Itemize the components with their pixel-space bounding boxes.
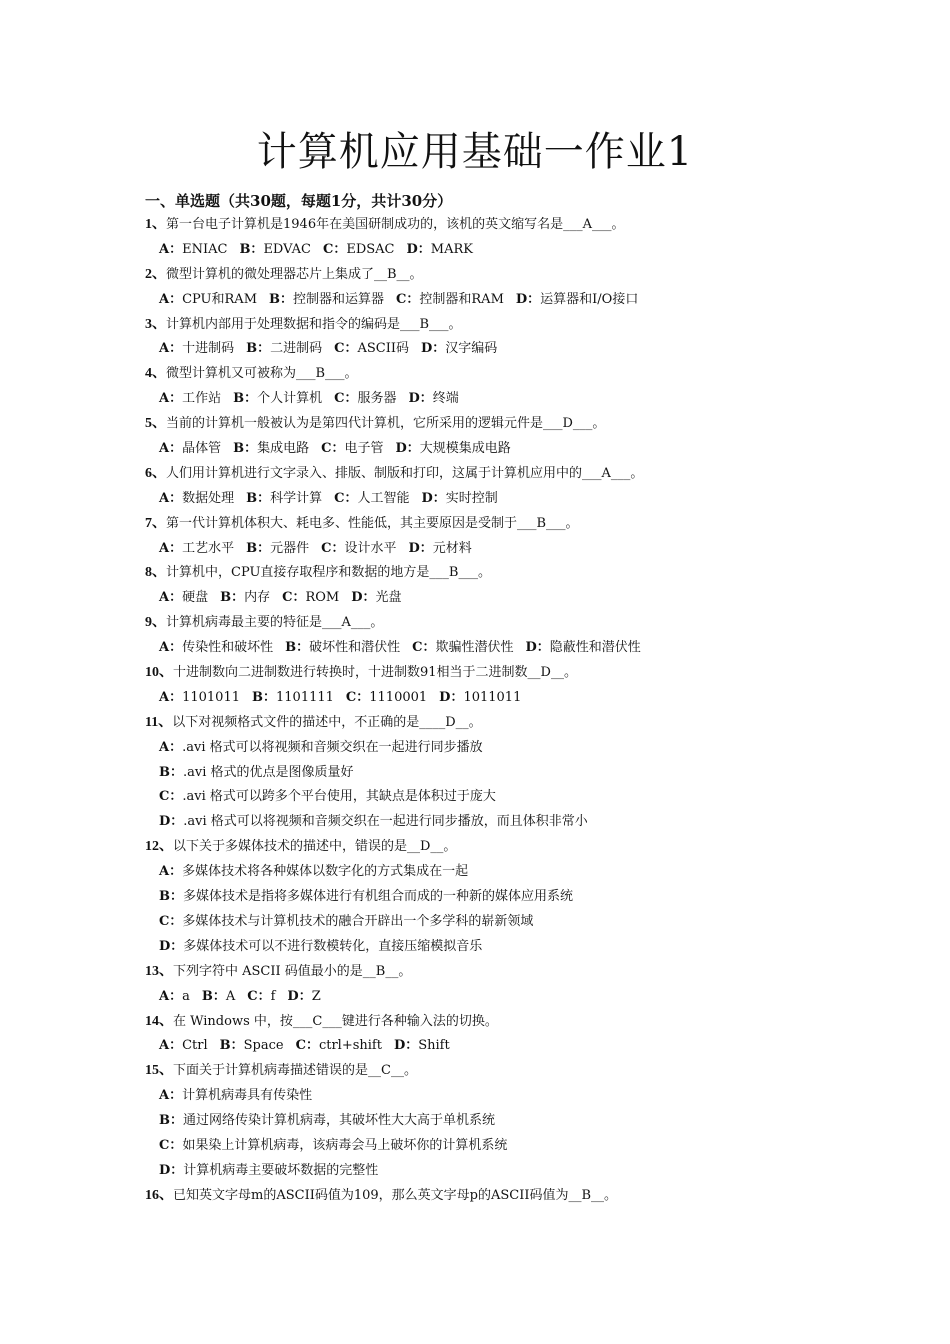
option-text: 多媒体技术可以不进行数模转化，直接压缩模拟音乐 [183,938,483,954]
option-text: .avi 格式可以将视频和音频交织在一起进行同步播放 [182,739,483,755]
option-label: D： [351,590,376,606]
option-text: 隐蔽性和潜伏性 [549,640,641,656]
question-text: 第一台电子计算机是1946年在美国研制成功的，该机的英文缩写名是___A___。 [166,217,625,232]
question-text: 下列字符中 ASCII 码值最小的是__B__。 [173,963,412,979]
option-text: 内存 [244,590,271,606]
option-label: B： [233,391,258,407]
option-text: 十进制码 [182,341,235,357]
question-text: 计算机中，CPU直接存取程序和数据的地方是___B___。 [166,565,491,581]
question-number: 16、 [145,1187,173,1203]
options-line [145,387,845,412]
option-line [145,810,845,835]
option [159,541,234,556]
question-number: 10、 [145,665,173,681]
option-label: D： [159,938,184,954]
option-label: A： [159,1088,183,1104]
option [334,391,396,406]
option-label: C： [345,689,370,705]
option-text: 实时控制 [445,490,498,506]
question-number: 5、 [145,416,166,432]
option-label: A： [159,341,183,357]
option-label: D： [287,988,312,1004]
option-text: CPU和RAM [182,291,258,307]
option-text: 科学计算 [270,490,323,506]
question-line [145,313,845,338]
option-label: A： [159,490,183,506]
option-label: B： [252,689,276,705]
question-text: 十进制数向二进制数进行转换时，十进制数91相当于二进制数__D__。 [173,665,577,681]
option-text: A [225,988,236,1004]
option-line [145,1134,845,1159]
question-text: 计算机病毒最主要的特征是___A___。 [166,615,384,631]
option-text: 1101111 [276,689,334,705]
question-line [145,362,845,387]
option-label: C： [159,789,183,805]
option-text: EDVAC [263,241,311,257]
question-line [145,412,845,437]
question-text: 微型计算机的微处理器芯片上集成了__B__。 [166,266,423,282]
question-line [145,263,845,288]
option-text: 光盘 [375,590,402,606]
option-text: 硬盘 [182,590,209,606]
option-line [145,1159,845,1184]
option-text: ASCII码 [357,341,409,357]
question-line [145,711,845,736]
option-label: D： [159,1162,184,1178]
option-label: A： [159,540,183,556]
question-text: 人们用计算机进行文字录入、排版、制版和打印，这属于计算机应用中的___A___。 [166,465,644,481]
option-label: C： [295,1038,319,1054]
option-label: B： [269,291,294,307]
option [159,292,257,307]
option [396,292,504,307]
option-line [145,761,845,786]
question-number: 14、 [145,1013,173,1029]
option [321,441,383,456]
option [439,690,521,705]
question-number: 2、 [145,266,166,282]
option [246,341,322,356]
option-text: 多媒体技术与计算机技术的融合开辟出一个多学科的崭新领域 [182,913,534,929]
option-text: 1110001 [369,689,428,705]
option [406,242,472,257]
option-label: C： [322,241,347,257]
option-label: D： [408,540,433,556]
option-label: D： [421,341,446,357]
option-text: ENIAC [182,241,228,257]
option-text: EDSAC [346,241,395,257]
question-number: 13、 [145,963,173,979]
option-label: D： [406,241,431,257]
option [421,341,497,356]
option-label: A： [159,988,183,1004]
option [159,640,273,655]
option-text: 二进制码 [270,341,323,357]
option-label: D： [525,640,550,656]
option-text: .avi 格式可以跨多个平台使用，其缺点是体积过于庞大 [182,789,496,805]
option-text: 欺骗性潜伏性 [435,640,514,656]
option [321,541,396,556]
option-text: Ctrl [182,1038,208,1054]
option-text: f [270,988,276,1004]
option-label: B： [201,988,226,1004]
option-line [145,785,845,810]
question-text: 当前的计算机一般被认为是第四代计算机，它所采用的逻辑元件是___D___。 [166,416,606,432]
option [287,989,320,1004]
option-label: D： [439,689,464,705]
option-text: Z [311,988,321,1004]
option-text: 电子管 [344,441,384,457]
option-label: C： [282,590,306,606]
option-text: 如果染上计算机病毒，该病毒会马上破坏你的计算机系统 [182,1137,508,1153]
options-line [145,337,845,362]
option-text: 计算机病毒主要破坏数据的完整性 [183,1162,379,1178]
option-label: B： [246,540,271,556]
question-number: 12、 [145,839,173,855]
option [412,640,513,655]
question-line [145,611,845,636]
options-line [145,537,845,562]
option-text: 传染性和破坏性 [182,640,274,656]
option [159,341,234,356]
options-line [145,288,845,313]
option-label: A： [159,739,183,755]
option-text: 多媒体技术是指将多媒体进行有机组合而成的一种新的媒体应用系统 [183,889,574,905]
question-number: 6、 [145,465,166,481]
option [233,391,322,406]
question-line [145,1059,845,1084]
option-label: D： [393,1038,419,1054]
option [220,590,270,605]
option-text: ctrl+shift [318,1038,382,1054]
question-line [145,1184,845,1209]
option [351,590,401,605]
option-text: 人工智能 [357,490,410,506]
options-line [145,487,845,512]
document-title: 计算机应用基础一作业1 [256,129,694,175]
question-line [145,661,845,686]
option [220,1038,284,1053]
option [159,242,227,257]
options-line [145,636,845,661]
options-line [145,238,845,263]
option-text: 集成电路 [257,441,310,457]
option-label: C： [159,913,183,929]
option-line [145,935,845,960]
option-label: B： [159,764,183,780]
question-line [145,561,845,586]
question-text: 微型计算机又可被称为___B___。 [166,366,358,382]
option-label: C： [334,391,358,407]
question-text: 第一代计算机体积大、耗电多、性能低，其主要原因是受制于___B___。 [166,515,579,531]
question-number: 7、 [145,515,166,531]
option-text: 元材料 [432,540,472,556]
option-label: A： [159,640,183,656]
question-text: 下面关于计算机病毒描述错误的是__C__。 [173,1063,417,1079]
option-label: B： [219,1038,244,1054]
options-line [145,1034,845,1059]
option [233,441,309,456]
question-line [145,213,845,238]
question-line [145,835,845,860]
option [334,491,409,506]
option-label: B： [239,241,264,257]
option [202,989,235,1004]
option-text: .avi 格式可以将视频和音频交织在一起进行同步播放，而且体积非常小 [183,814,588,830]
options-line [145,437,845,462]
option-label: D： [159,814,184,830]
option-label: B： [246,490,271,506]
option-line [145,910,845,935]
question-text: 已知英文字母m的ASCII码值为109，那么英文字母p的ASCII码值为__B__。 [173,1187,618,1203]
option-label: D： [408,391,433,407]
option-label: C： [412,640,436,656]
question-line [145,960,845,985]
option [396,441,511,456]
option [159,1038,208,1053]
option [246,491,322,506]
question-number: 9、 [145,615,166,631]
option-line [145,736,845,761]
option-text: 运算器和I/O接口 [540,291,639,307]
option [409,541,472,556]
question-line [145,1010,845,1035]
option-text: MARK [430,241,473,257]
options-line [145,586,845,611]
option [285,640,400,655]
option [252,690,334,705]
option-label: C： [396,291,420,307]
option-text: 数据处理 [182,490,235,506]
option-text: Space [243,1038,284,1054]
option-text: Shift [418,1038,450,1054]
option-label: C： [321,441,345,457]
option-label: C： [321,540,345,556]
option-text: a [182,988,190,1004]
option [409,391,459,406]
question-number: 4、 [145,366,166,382]
option-text: 破坏性和潜伏性 [309,640,401,656]
option-line [145,1084,845,1109]
option-line [145,860,845,885]
option [422,491,498,506]
option-text: 个人计算机 [257,391,323,407]
option-text: 控制器和RAM [419,291,504,307]
option-label: B： [220,590,245,606]
option [516,292,638,307]
option [346,690,427,705]
option [247,989,275,1004]
option-label: A： [159,291,183,307]
option-label: C： [334,341,358,357]
option-label: D： [421,490,446,506]
question-number: 11、 [145,714,173,730]
question-text: 计算机内部用于处理数据和指令的编码是___B___。 [166,316,462,332]
option-label: A： [159,864,183,880]
question-number: 1、 [145,217,166,232]
option-label: C： [334,490,358,506]
option-text: 汉字编码 [445,341,498,357]
option [159,441,221,456]
option [159,590,208,605]
option-label: A： [159,590,183,606]
question-text: 以下对视频格式文件的描述中，不正确的是____D__。 [172,714,482,730]
option-label: D： [515,291,541,307]
option-text: 终端 [432,391,459,407]
option-label: C： [159,1137,183,1153]
option [334,341,409,356]
option-text: 晶体管 [182,441,222,457]
option-text: 设计水平 [344,540,397,556]
option-label: C： [247,988,271,1004]
option-label: A： [159,689,183,705]
option [526,640,641,655]
option [239,242,311,257]
option [323,242,395,257]
question-text: 在 Windows 中，按___C___键进行各种输入法的切换。 [173,1013,498,1029]
question-number: 8、 [145,565,166,581]
option-label: B： [233,441,258,457]
option-line [145,1109,845,1134]
option-label: A： [159,241,183,257]
option [269,292,384,307]
option-text: 多媒体技术将各种媒体以数字化的方式集成在一起 [182,864,469,880]
option [159,391,221,406]
option-text: 元器件 [270,540,310,556]
option-line [145,885,845,910]
option-text: 控制器和运算器 [293,291,385,307]
option-label: A： [159,1038,183,1054]
option-text: 服务器 [357,391,397,407]
option [246,541,309,556]
question-number: 15、 [145,1063,173,1079]
option-label: B： [246,341,271,357]
option-text: .avi 格式的优点是图像质量好 [183,764,354,780]
option-label: B： [159,889,183,905]
option-text: 工作站 [182,391,222,407]
option-label: D： [395,441,420,457]
option [159,989,190,1004]
question-line [145,462,845,487]
option-text: 计算机病毒具有传染性 [182,1088,313,1104]
option-text: ROM [305,590,340,606]
option [296,1038,382,1053]
option-text: 大规模集成电路 [419,441,511,457]
options-line [145,985,845,1010]
section-heading: 一、单选题（共30题，每题1分，共计30分） [145,192,453,210]
question-number: 3、 [145,316,166,332]
option-text: 工艺水平 [182,540,235,556]
option-label: A： [159,441,183,457]
option-text: 通过网络传染计算机病毒，其破坏性大大高于单机系统 [183,1113,496,1129]
question-list [145,213,845,1209]
option-label: B： [159,1113,183,1129]
option-label: B： [285,640,310,656]
option [159,491,234,506]
option [394,1038,450,1053]
question-line [145,512,845,537]
option-text: 1101011 [182,689,240,705]
question-text: 以下关于多媒体技术的描述中，错误的是__D__。 [173,839,457,855]
option [282,590,339,605]
option-text: 1011011 [463,689,522,705]
option-label: A： [159,391,183,407]
option [159,690,240,705]
options-line [145,686,845,711]
